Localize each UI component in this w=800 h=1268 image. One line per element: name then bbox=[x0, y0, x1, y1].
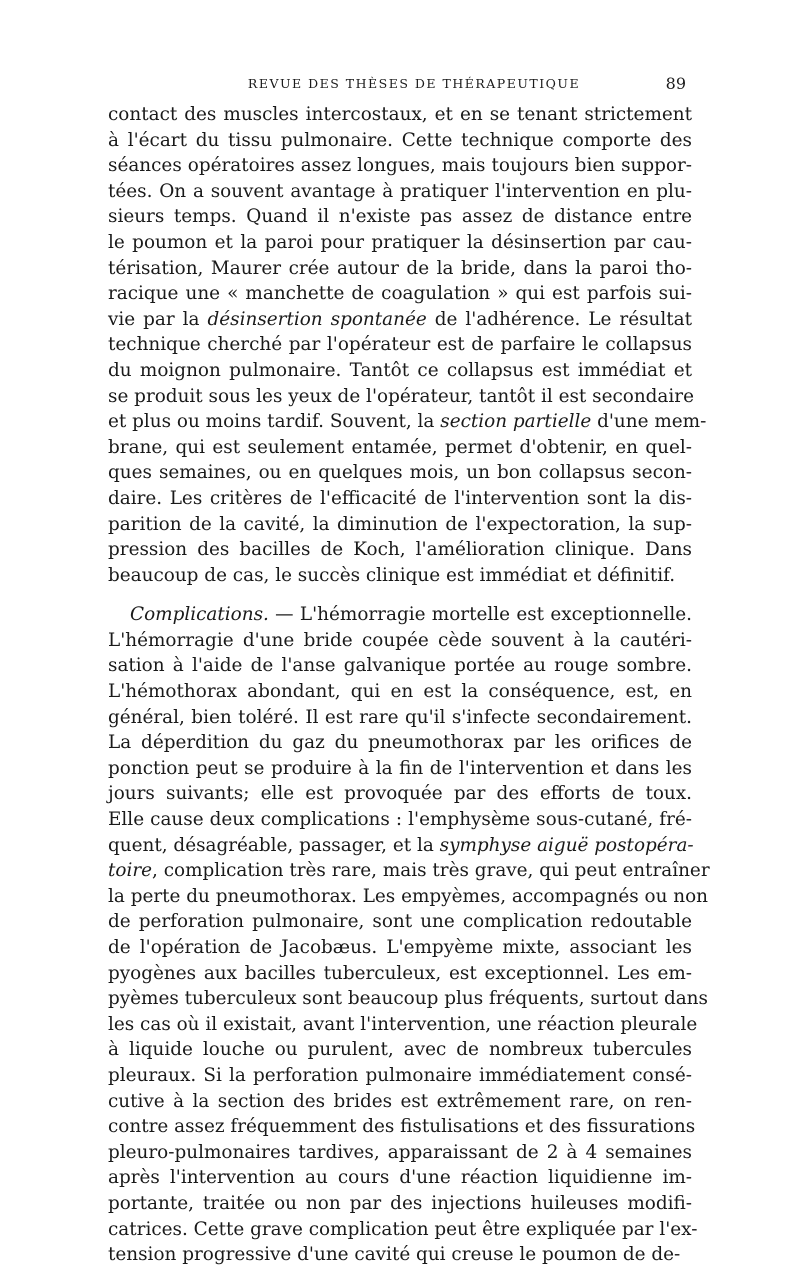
text-line bbox=[108, 307, 692, 333]
text-segment: et plus ou moins tardif. Souvent, la bbox=[108, 411, 441, 433]
text-segment: — L'hémorragie mortelle est exceptionnelle. bbox=[268, 604, 692, 626]
text-line: beaucoup de cas, le succès clinique est immédiat et définitif. bbox=[108, 564, 676, 586]
text-line: sieurs temps. Quand il n'existe pas assez de distance entre bbox=[108, 206, 692, 228]
text-line: pyogènes aux bacilles tuberculeux, est exceptionnel. Les em- bbox=[108, 962, 692, 984]
text-line: séances opératoires assez longues, mais toujours bien suppor- bbox=[108, 155, 692, 177]
text-line: la perte du pneumothorax. Les empyèmes, accompagnés ou non bbox=[108, 885, 709, 907]
running-title: REVUE DES THÈSES DE THÉRAPEUTIQUE bbox=[247, 76, 581, 91]
text-line: La déperdition du gaz du pneumothorax par les orifices de bbox=[108, 732, 692, 754]
text-segment: quent, désagréable, passager, et la bbox=[108, 834, 440, 856]
italic-term: symphyse aiguë postopéra- bbox=[439, 834, 694, 856]
text-line: ponction peut se produire à la fin de l'intervention et dans les bbox=[108, 757, 692, 779]
text-line: L'hémorragie d'une bride coupée cède souvent à la cautéri- bbox=[108, 629, 692, 651]
text-line: tées. On a souvent avantage à pratiquer l'intervention en plu- bbox=[108, 180, 692, 202]
text-line: pleuraux. Si la perforation pulmonaire immédiatement consé- bbox=[108, 1064, 692, 1086]
text-line: les cas où il existait, avant l'intervention, une réaction pleurale bbox=[108, 1013, 698, 1035]
text-line: après l'intervention au cours d'une réaction liquidienne im- bbox=[108, 1167, 692, 1189]
text-line: L'hémothorax abondant, qui en est la conséquence, est, en bbox=[108, 681, 692, 703]
text-line: Elle cause deux complications : l'emphysème sous-cutané, fré- bbox=[108, 809, 692, 831]
text-line: cutive à la section des brides est extrêmement rare, on ren- bbox=[108, 1090, 692, 1112]
text-segment: de l'adhérence. Le résultat bbox=[426, 308, 692, 330]
text-line: se produit sous les yeux de l'opérateur, tantôt il est secondaire bbox=[108, 385, 694, 407]
text-line bbox=[108, 858, 710, 884]
text-line: portante, traitée ou non par des injections huileuses modifi- bbox=[108, 1192, 692, 1214]
paragraph-complications bbox=[108, 602, 710, 1267]
text-line: daire. Les critères de l'efficacité de l'intervention sont la dis- bbox=[108, 487, 692, 509]
text-line: térisation, Maurer crée autour de la bride, dans la paroi tho- bbox=[108, 257, 692, 279]
italic-term: désinsertion spontanée bbox=[207, 308, 427, 330]
text-line: de perforation pulmonaire, sont une complication redoutable bbox=[108, 911, 692, 933]
text-line: technique cherché par l'opérateur est de parfaire le collapsus bbox=[108, 334, 692, 356]
italic-term: section partielle bbox=[440, 411, 592, 433]
book-page bbox=[108, 74, 710, 1268]
italic-term: toire bbox=[108, 860, 153, 882]
text-line: tension progressive d'une cavité qui creuse le poumon de de- bbox=[108, 1244, 681, 1266]
text-segment: vie par la bbox=[108, 308, 208, 330]
text-line: catrices. Cette grave complication peut être expliquée par l'ex- bbox=[108, 1218, 698, 1240]
text-line: contact des muscles intercostaux, et en se tenant strictement bbox=[108, 104, 692, 125]
text-line: à l'écart du tissu pulmonaire. Cette technique comporte des bbox=[108, 129, 692, 151]
text-line: parition de la cavité, la diminution de l'expectoration, la sup- bbox=[108, 513, 692, 535]
text-line: racique une « manchette de coagulation » qui est parfois sui- bbox=[108, 283, 692, 305]
text-line: de l'opération de Jacobæus. L'empyème mixte, associant les bbox=[108, 937, 692, 958]
text-line: à liquide louche ou purulent, avec de nombreux tubercules bbox=[108, 1039, 692, 1061]
text-line: général, bien toléré. Il est rare qu'il s'infecte secondairement. bbox=[108, 706, 692, 728]
page-number: 89 bbox=[665, 74, 686, 93]
text-line: le poumon et la paroi pour pratiquer la désinsertion par cau- bbox=[108, 231, 692, 253]
text-line: pyèmes tuberculeux sont beaucoup plus fréquents, surtout dans bbox=[108, 988, 708, 1010]
text-line: du moignon pulmonaire. Tantôt ce collapsus est immédiat et bbox=[108, 359, 692, 381]
text-line: pleuro-pulmonaires tardives, apparaissant de 2 à 4 semaines bbox=[108, 1141, 692, 1163]
page-header bbox=[108, 76, 692, 102]
italic-term: Complications. bbox=[130, 604, 269, 626]
text-line: ques semaines, ou en quelques mois, un bon collapsus secon- bbox=[108, 462, 692, 484]
text-line: sation à l'aide de l'anse galvanique portée au rouge sombre. bbox=[108, 655, 692, 677]
text-segment: d'une mem- bbox=[591, 411, 707, 433]
text-line: jours suivants; elle est provoquée par des efforts de toux. bbox=[108, 783, 692, 805]
text-line: pression des bacilles de Koch, l'amélioration clinique. Dans bbox=[108, 539, 692, 561]
text-line bbox=[108, 602, 692, 628]
text-line bbox=[108, 833, 692, 859]
paragraph-technique bbox=[108, 102, 707, 588]
text-line: contre assez fréquemment des fistulisations et des fissurations bbox=[108, 1116, 696, 1138]
text-segment: , complication très rare, mais très grave, qui peut entraîner bbox=[152, 860, 710, 882]
text-line: brane, qui est seulement entamée, permet d'obtenir, en quel- bbox=[108, 436, 692, 458]
text-line bbox=[108, 409, 707, 435]
